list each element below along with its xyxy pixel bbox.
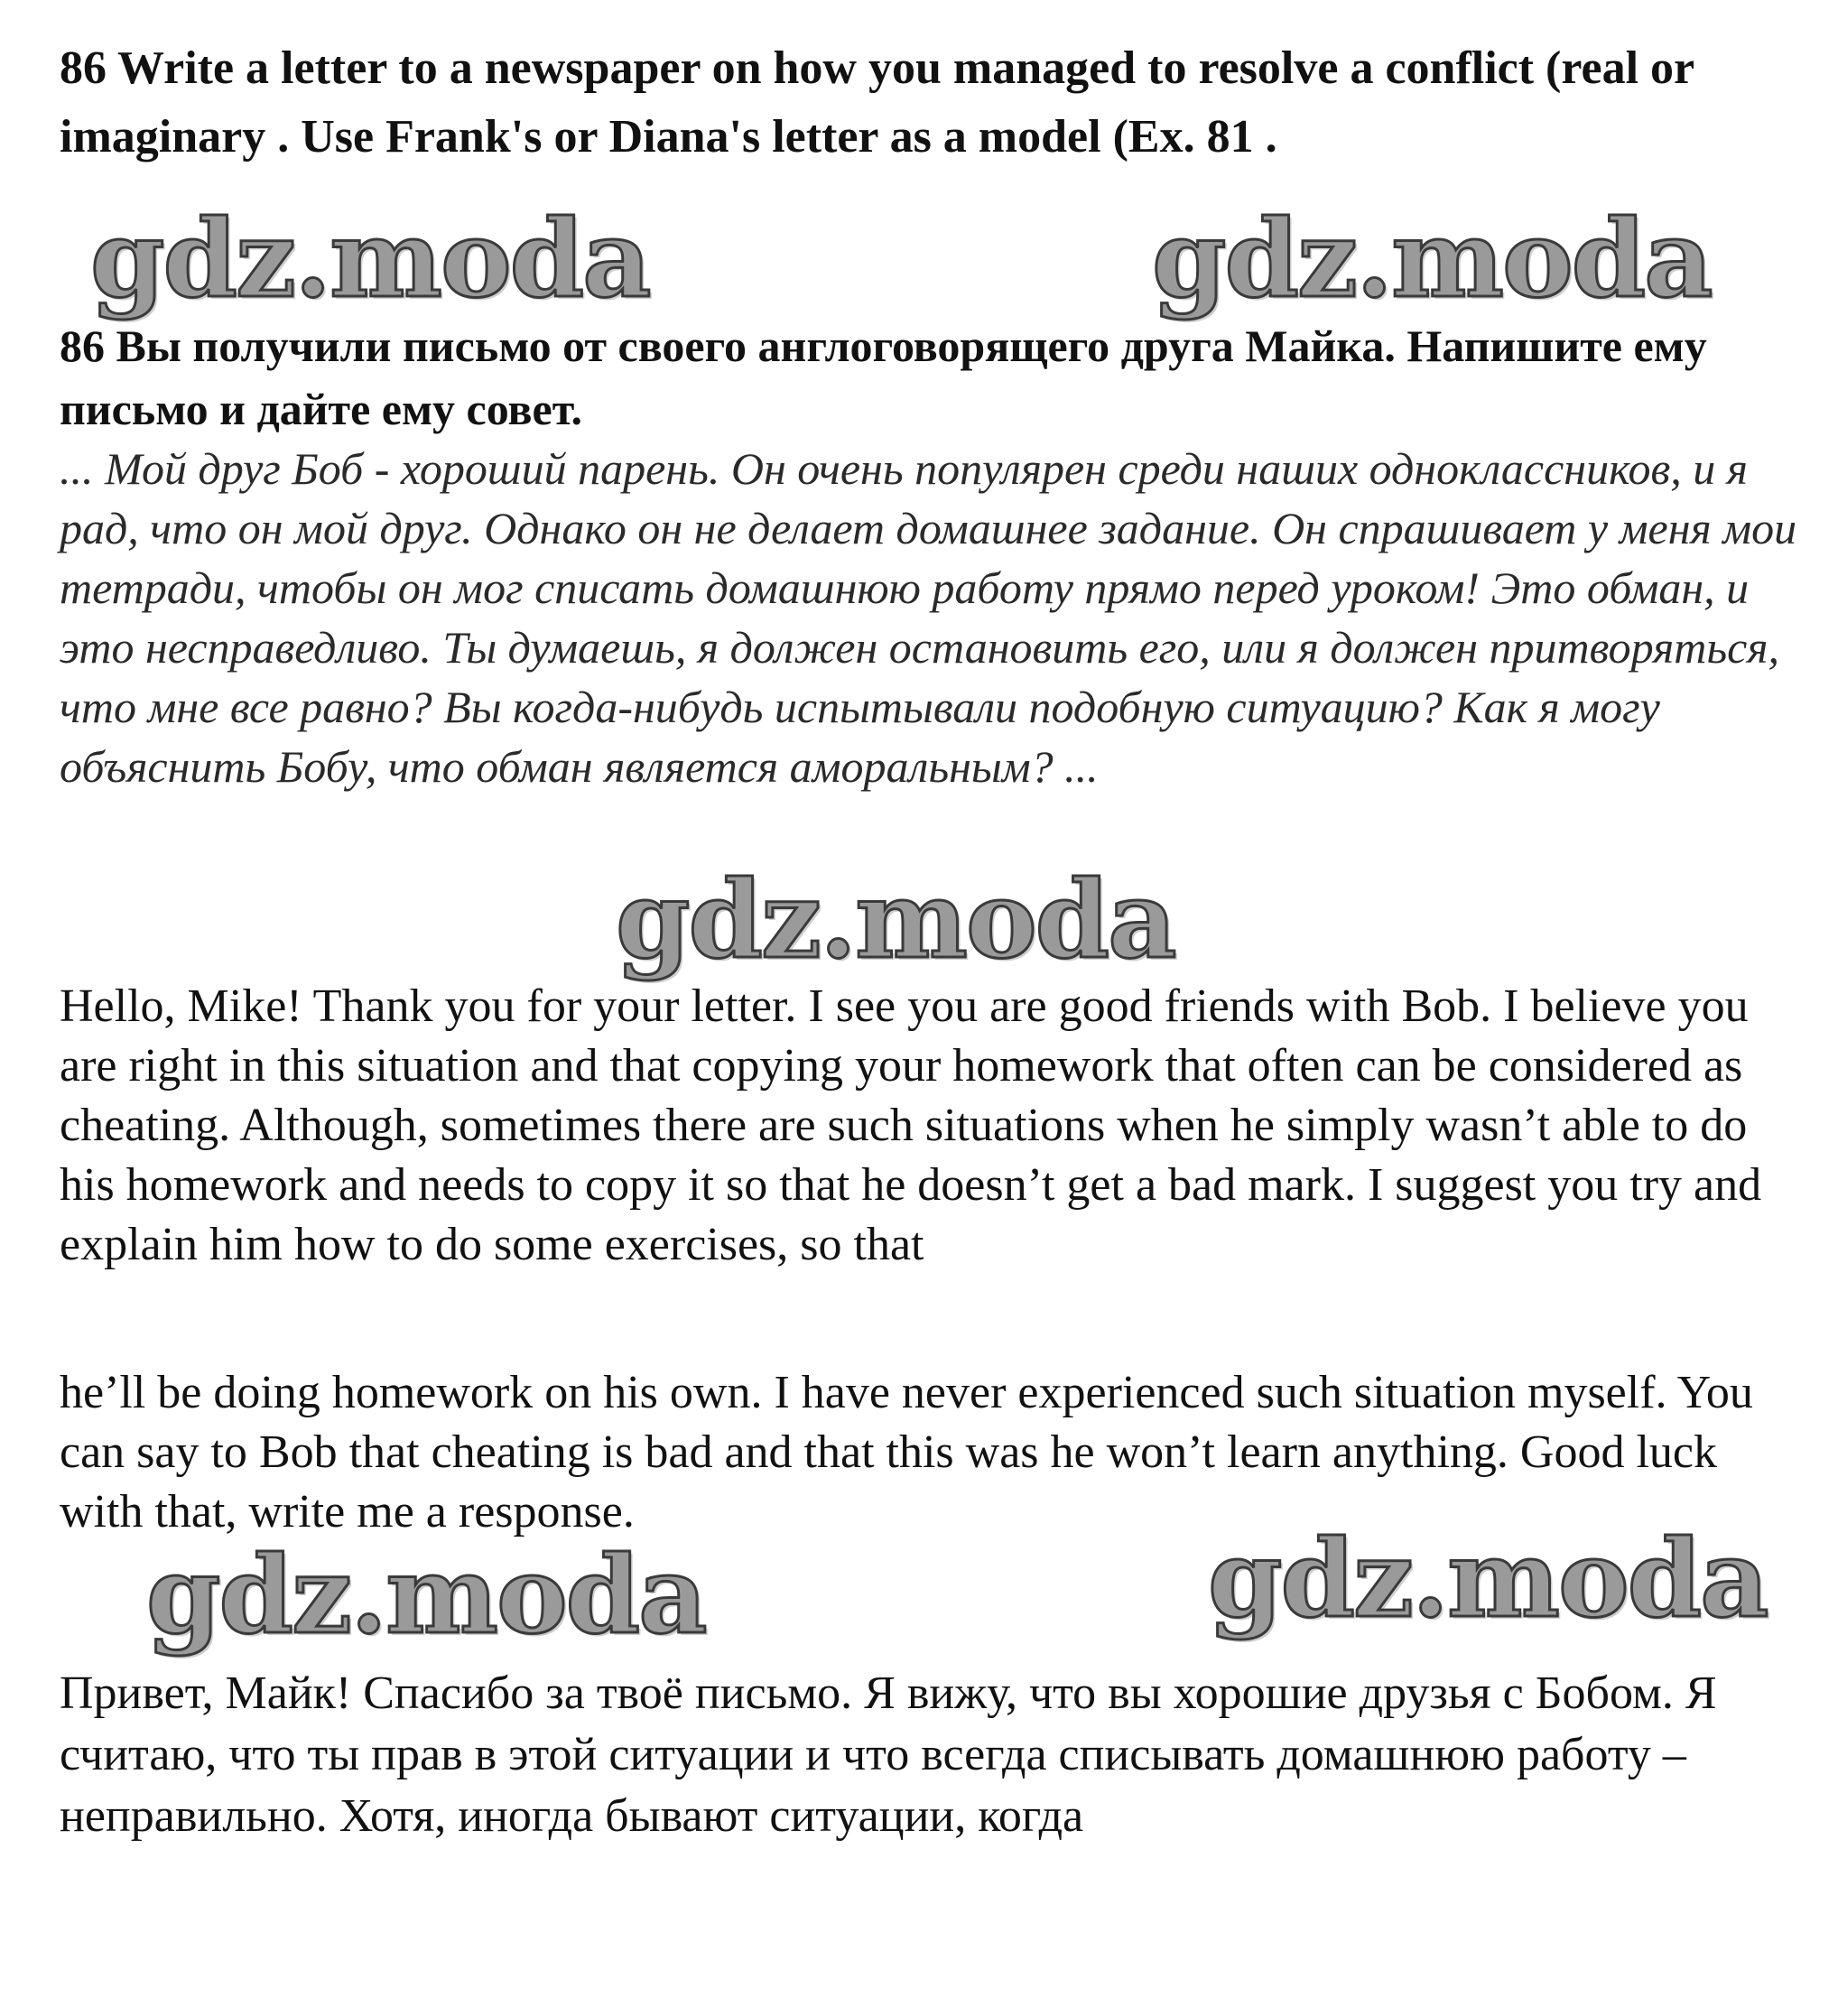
answer-russian: Привет, Майк! Спасибо за твоё письмо. Я вижу, что вы хорошие друзья с Бобом. Я считаю, что ты прав в этой ситуации и что всегда списывать домашнюю работу – неправильно. Хотя, иногда бывают ситуации, когда: [60, 1668, 1717, 1842]
watermark-logo: gdz.moda: [90, 196, 650, 321]
watermark-logo: gdz.moda: [1152, 196, 1712, 321]
friend-letter-excerpt: ... Мой друг Боб - хороший парень. Он очень популярен среди наших одноклассников, и я рад, что он мой друг. Однако он не делает домашнее задание. Он спрашивает у меня мои тетради, чтобы он мог списать домашнюю работу прямо перед уроком! Это обман, и это несправедливо. Ты думаешь, я должен остановить его, или я должен притворяться, что мне все равно? Вы когда-нибудь испытывали подобную ситуацию? Как я могу объяснить Бобу, что обман является аморальным? ...: [60, 443, 1797, 792]
answer-english-part1: Hello, Mike! Thank you for your letter. I see you are good friends with Bob. I believe you are right in this situation and that copying your homework that often can be considered as cheating. Although, sometimes there are such situations when he simply wasn’t able to do his homework and needs to copy it so that he doesn’t get a bad mark. I suggest you try and explain him how to do some exercises, so that: [60, 980, 1762, 1270]
watermark-logo: gdz.moda: [146, 1532, 706, 1658]
watermark-logo: gdz.moda: [616, 857, 1175, 982]
task-title-en: 86 Write a letter to a newspaper on how you managed to resolve a conflict (real or imaginary . Use Frank's or Diana's letter as a model (Ex. 81 .: [60, 42, 1694, 163]
answer-english-part2: he’ll be doing homework on his own. I have never experienced such situation myself. You can say to Bob that cheating is bad and that this was he won’t learn anything. Good luck with that, write me a response.: [60, 1367, 1753, 1538]
watermark-logo: gdz.moda: [1208, 1516, 1768, 1641]
task-title-ru: 86 Вы получили письмо от своего англоговорящего друга Майка. Напишите ему письмо и дайте ему совет.: [60, 321, 1707, 434]
